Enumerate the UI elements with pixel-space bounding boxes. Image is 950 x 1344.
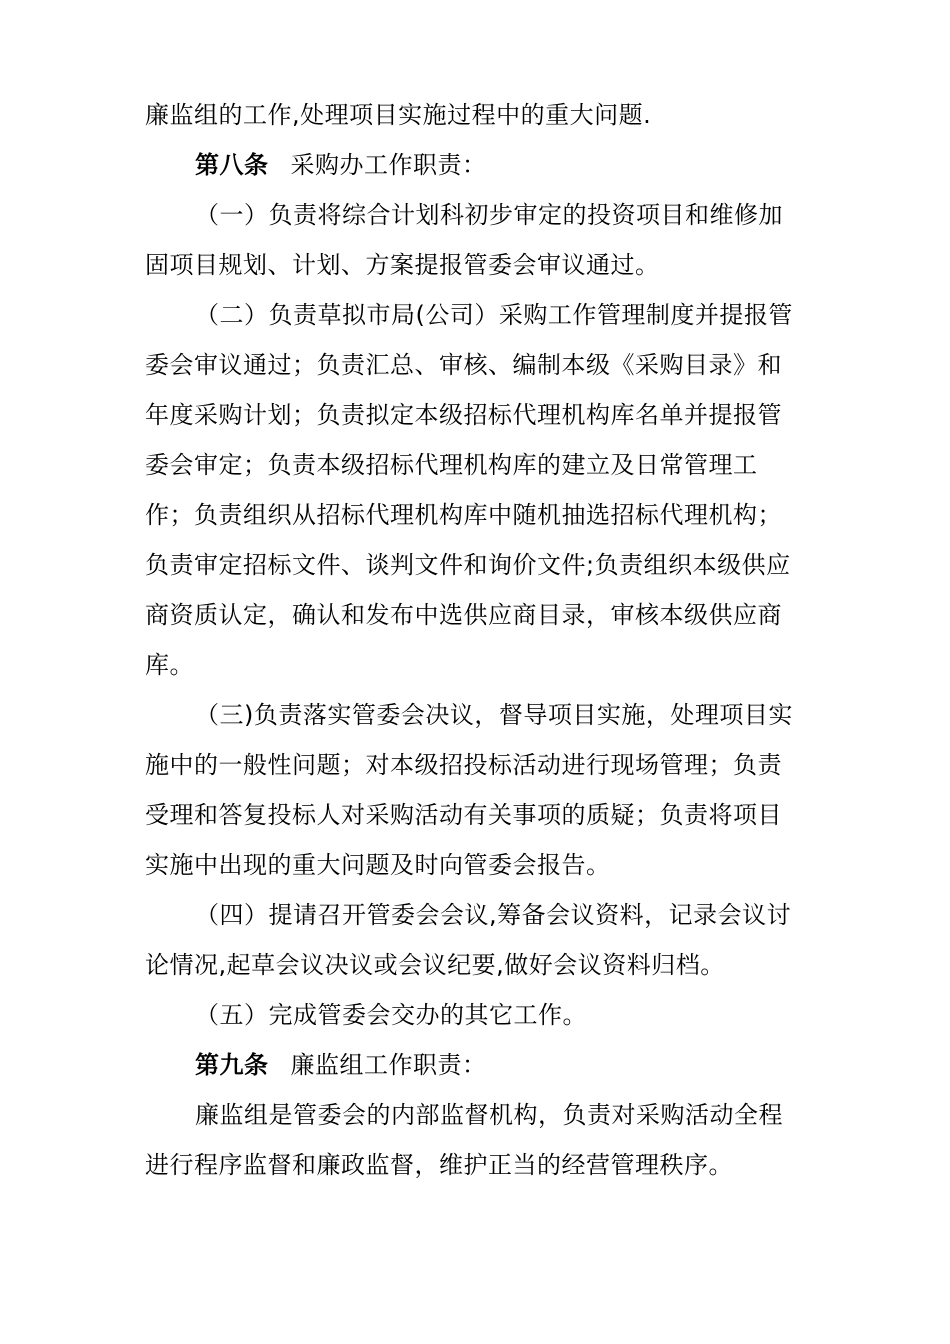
paragraph-line bbox=[145, 850, 611, 880]
list-item-five bbox=[195, 1000, 587, 1030]
article-nine-heading bbox=[195, 1050, 487, 1080]
line-text: 作；负责组织从招标代理机构库中随机抽选招标代理机构； bbox=[145, 501, 782, 529]
paragraph-line bbox=[145, 450, 758, 480]
paragraph-line bbox=[145, 400, 782, 430]
line-text: 论情况,起草会议决议或会议纪要,做好会议资料归档。 bbox=[145, 951, 725, 979]
paragraph-line bbox=[145, 750, 782, 780]
list-item-three bbox=[195, 700, 793, 730]
paragraph-line bbox=[145, 950, 725, 980]
line-text: 完成管委会交办的其它工作。 bbox=[268, 1001, 587, 1029]
line-text: 廉监组的工作,处理项目实施过程中的重大问题. bbox=[145, 101, 652, 129]
item-marker: （一） bbox=[195, 201, 269, 229]
paragraph-line bbox=[145, 650, 194, 680]
paragraph-line bbox=[145, 250, 660, 280]
line-text: 委会审定；负责本级招标代理机构库的建立及日常管理工 bbox=[145, 451, 758, 479]
article-title: 采购办工作职责： bbox=[290, 151, 487, 179]
item-marker: （四） bbox=[195, 901, 269, 929]
line-text: 库。 bbox=[145, 651, 194, 679]
article-eight-heading bbox=[195, 150, 487, 180]
line-text: 负责将综合计划科初步审定的投资项目和维修加 bbox=[268, 201, 783, 229]
list-item-one bbox=[195, 200, 783, 230]
paragraph-line bbox=[145, 800, 782, 830]
line-text: 进行程序监督和廉政监督，维护正当的经营管理秩序。 bbox=[145, 1151, 733, 1179]
line-text: 廉监组是管委会的内部监督机构，负责对采购活动全程 bbox=[195, 1101, 783, 1129]
paragraph-line bbox=[145, 350, 782, 380]
line-text: 固项目规划、计划、方案提报管委会审议通过。 bbox=[145, 251, 660, 279]
line-text: 委会审议通过；负责汇总、审核、编制本级《采购目录》和 bbox=[145, 351, 782, 379]
paragraph-line bbox=[145, 500, 782, 530]
line-text: 负责草拟市局(公司）采购工作管理制度并提报管 bbox=[268, 301, 793, 329]
item-marker: （五） bbox=[195, 1001, 269, 1029]
list-item-two bbox=[195, 300, 793, 330]
line-text: 提请召开管委会会议,筹备会议资料，记录会议讨 bbox=[268, 901, 792, 929]
line-text: 实施中出现的重大问题及时向管委会报告。 bbox=[145, 851, 611, 879]
paragraph-line bbox=[195, 1100, 783, 1130]
article-number: 第八条 bbox=[195, 151, 269, 179]
line-text: 受理和答复投标人对采购活动有关事项的质疑；负责将项目 bbox=[145, 801, 782, 829]
line-text: 年度采购计划；负责拟定本级招标代理机构库名单并提报管 bbox=[145, 401, 782, 429]
line-text: 施中的一般性问题；对本级招投标活动进行现场管理；负责 bbox=[145, 751, 782, 779]
article-title: 廉监组工作职责： bbox=[290, 1051, 487, 1079]
list-item-four bbox=[195, 900, 791, 930]
paragraph-line bbox=[145, 1150, 733, 1180]
line-text: 商资质认定，确认和发布中选供应商目录，审核本级供应商 bbox=[145, 601, 782, 629]
paragraph-line bbox=[145, 600, 782, 630]
line-text: 负责落实管委会决议，督导项目实施，处理项目实 bbox=[253, 701, 793, 729]
paragraph-line bbox=[145, 550, 791, 580]
item-marker: （三) bbox=[195, 701, 254, 729]
line-text: 负责审定招标文件、谈判文件和询价文件;负责组织本级供应 bbox=[145, 551, 791, 579]
article-number: 第九条 bbox=[195, 1051, 269, 1079]
item-marker: （二） bbox=[195, 301, 269, 329]
paragraph-line bbox=[145, 100, 651, 130]
